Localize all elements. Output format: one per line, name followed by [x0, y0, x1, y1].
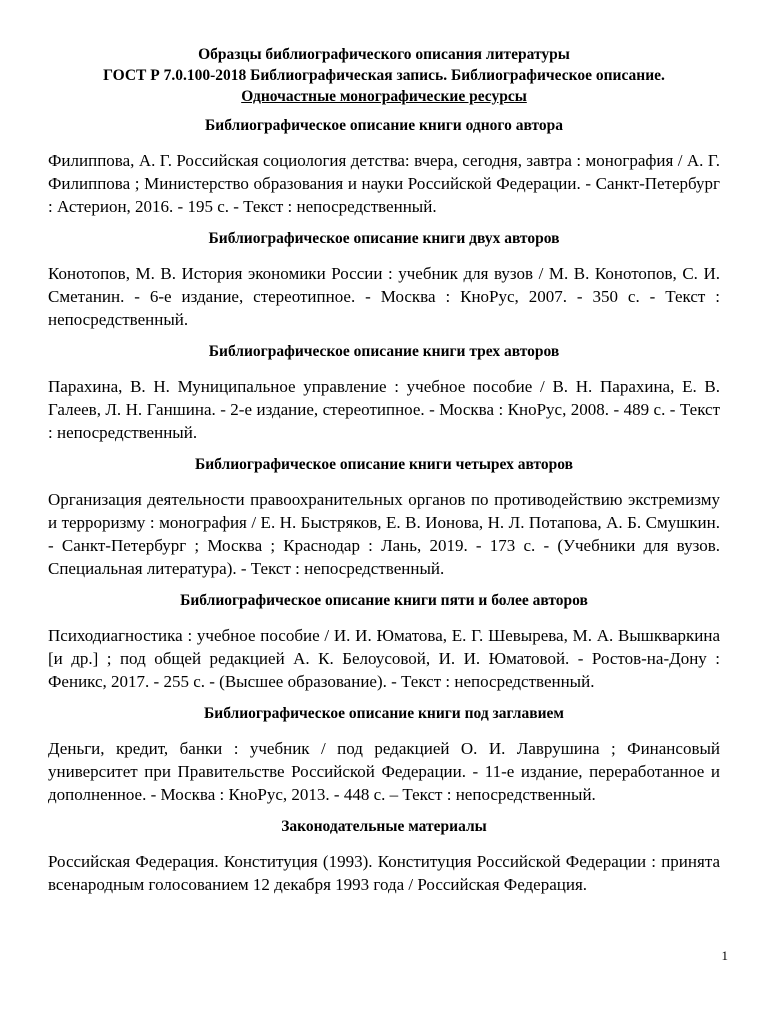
page-number: 1: [721, 948, 728, 963]
bib-entry-four-authors: Организация деятельности правоохранительных органов по противодействию экстремизму и терроризму : монография / Е. Н. Быстряков, Е. В. Ионова, Н. Л. Потапова, А. Б. Смушкин. - Санкт-Петербург ; Москва ; Краснодар : Лань, 2019. - 173 с. - (Учебники для вузов. Специальная литература). - Текст : непосредственный.: [48, 490, 720, 578]
bib-entry-one-author: Филиппова, А. Г. Российская социология детства: вчера, сегодня, завтра : монография / А. Г. Филиппова ; Министерство образования и науки Российской Федерации. - Санкт-Петербург : Астерион, 2016. - 195 с. - Текст : непосредственный.: [48, 151, 720, 216]
document-page: [48, 44, 720, 906]
bib-entry-under-title: Деньги, кредит, банки : учебник / под редакцией О. И. Лаврушина ; Финансовый университет при Правительстве Российской Федерации. - 11-е издание, переработанное и дополненное. - Москва : КноРус, 2013. - 448 с. – Текст : непосредственный.: [48, 739, 720, 804]
section-heading-under-title: Библиографическое описание книги под заглавием: [204, 705, 564, 722]
bib-entry-legislative: Российская Федерация. Конституция (1993). Конституция Российской Федерации : принята всенародным голосованием 12 декабря 1993 года / Российская Федерация.: [48, 852, 720, 894]
bib-entry-two-authors: Конотопов, М. В. История экономики России : учебник для вузов / М. В. Конотопов, С. И. Сметанин. - 6-е издание, стереотипное. - Москва : КноРус, 2007. - 350 с. - Текст : непосредственный.: [48, 264, 720, 329]
section-heading-three-authors: Библиографическое описание книги трех авторов: [208, 343, 560, 360]
section-heading-legislative: Законодательные материалы: [281, 818, 487, 835]
title-line-2: ГОСТ Р 7.0.100-2018 Библиографическая запись. Библиографическое описание.: [103, 67, 665, 84]
title-line-1: Образцы библиографического описания литературы: [198, 46, 570, 63]
title-line-3: Одночастные монографические ресурсы: [241, 88, 527, 105]
bib-entry-three-authors: Парахина, В. Н. Муниципальное управление : учебное пособие / В. Н. Парахина, Е. В. Галеев, Л. Н. Ганшина. - 2-е издание, стереотипное. - Москва : КноРус, 2008. - 489 с. - Текст : непосредственный.: [48, 377, 720, 442]
bib-entry-five-authors: Психодиагностика : учебное пособие / И. И. Юматова, Е. Г. Шевырева, М. А. Вышкваркина [и др.] ; под общей редакцией А. К. Белоусовой, И. И. Юматовой. - Ростов-на-Дону : Феникс, 2017. - 255 с. - (Высшее образование). - Текст : непосредственный.: [48, 626, 720, 691]
section-heading-four-authors: Библиографическое описание книги четырех авторов: [195, 456, 573, 473]
section-heading-five-authors: Библиографическое описание книги пяти и более авторов: [180, 592, 588, 609]
section-heading-two-authors: Библиографическое описание книги двух авторов: [208, 230, 560, 247]
document-title: [48, 44, 720, 107]
section-heading-one-author: Библиографическое описание книги одного автора: [205, 117, 563, 134]
